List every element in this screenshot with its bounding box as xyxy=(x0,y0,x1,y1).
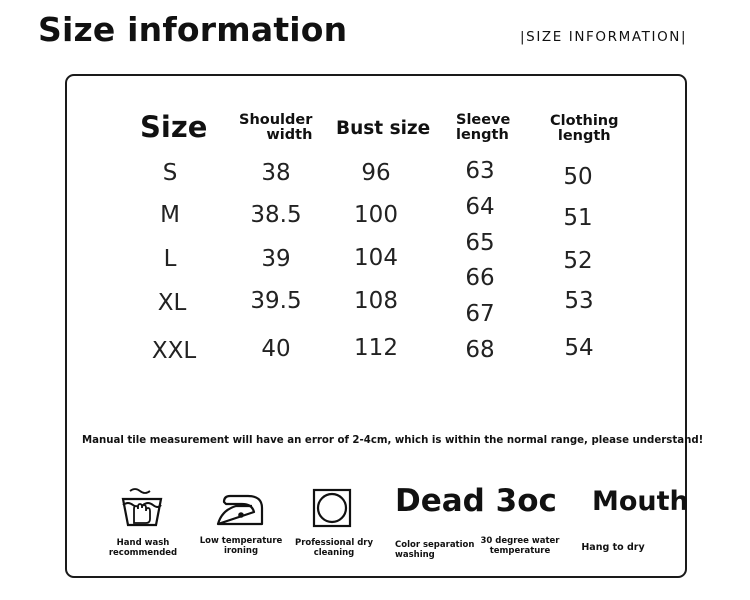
hand-wash-caption-line2: recommended xyxy=(108,548,178,558)
page-title: Size information xyxy=(38,10,348,49)
water-temperature-line2: temperature xyxy=(489,546,551,556)
sleeve-cell: 67 xyxy=(465,301,495,327)
dry-clean-caption xyxy=(295,538,373,558)
clothing-cell: 53 xyxy=(564,288,594,314)
clothing-cell: 50 xyxy=(563,164,593,190)
sleeve-cell: 64 xyxy=(465,194,495,220)
mouth-text: Mouth xyxy=(592,486,689,517)
shoulder-cell: 39.5 xyxy=(250,288,302,314)
color-separation-line1: Color separation xyxy=(395,540,475,550)
section-tag: |SIZE INFORMATION| xyxy=(520,29,688,45)
iron-caption-line1: Low temperature xyxy=(199,536,283,546)
shoulder-cell: 40 xyxy=(261,336,291,362)
clothing-cell: 52 xyxy=(563,248,593,274)
bust-cell: 96 xyxy=(361,160,391,186)
bust-cell: 100 xyxy=(354,202,398,228)
header-shoulder-line2: width xyxy=(266,127,313,143)
size-cell: L xyxy=(163,246,177,272)
iron-icon xyxy=(214,490,266,528)
shoulder-cell: 38 xyxy=(261,160,291,186)
header-clothing-length xyxy=(550,114,619,144)
hand-wash-caption-line1: Hand wash xyxy=(116,538,170,548)
header-sleeve-length xyxy=(456,113,510,143)
dead-3oc-text: Dead 3oc xyxy=(395,483,557,519)
clothing-cell: 51 xyxy=(563,205,593,231)
header-bust-size: Bust size xyxy=(336,118,431,139)
iron-caption-line2: ironing xyxy=(223,546,259,556)
iron-caption xyxy=(200,536,283,556)
sleeve-cell: 65 xyxy=(465,230,495,256)
header-sleeve-line2: length xyxy=(456,127,509,143)
measurement-note: Manual tile measurement will have an error of 2-4cm, which is within the normal range, please understand! xyxy=(82,435,704,446)
dry-clean-icon xyxy=(312,488,352,528)
sleeve-cell: 66 xyxy=(465,265,495,291)
size-cell: M xyxy=(160,202,180,228)
shoulder-cell: 39 xyxy=(261,246,291,272)
water-temperature-caption xyxy=(480,536,559,556)
size-cell: S xyxy=(162,160,178,186)
shoulder-cell: 38.5 xyxy=(250,202,302,228)
header-size: Size xyxy=(140,110,208,144)
header-shoulder-width xyxy=(239,113,312,143)
header-sleeve-line1: Sleeve xyxy=(456,112,511,128)
bust-cell: 104 xyxy=(354,245,398,271)
dry-clean-caption-line2: cleaning xyxy=(313,548,355,558)
sleeve-cell: 68 xyxy=(465,337,495,363)
size-cell: XXL xyxy=(151,338,197,364)
bust-cell: 108 xyxy=(354,288,398,314)
header-shoulder-line1: Shoulder xyxy=(239,112,313,128)
sleeve-cell: 63 xyxy=(465,158,495,184)
water-temperature-line1: 30 degree water xyxy=(480,536,560,546)
header-clothing-line2: length xyxy=(557,128,611,144)
clothing-cell: 54 xyxy=(564,335,594,361)
size-cell: XL xyxy=(157,290,187,316)
hand-wash-caption xyxy=(109,538,177,558)
hang-dry-caption: Hang to dry xyxy=(581,542,645,553)
color-separation-caption xyxy=(395,540,474,560)
hand-wash-icon xyxy=(120,487,164,529)
header-clothing-line1: Clothing xyxy=(550,113,619,129)
bust-cell: 112 xyxy=(354,335,398,361)
dry-clean-caption-line1: Professional dry xyxy=(294,538,374,548)
color-separation-line2: washing xyxy=(395,550,435,560)
